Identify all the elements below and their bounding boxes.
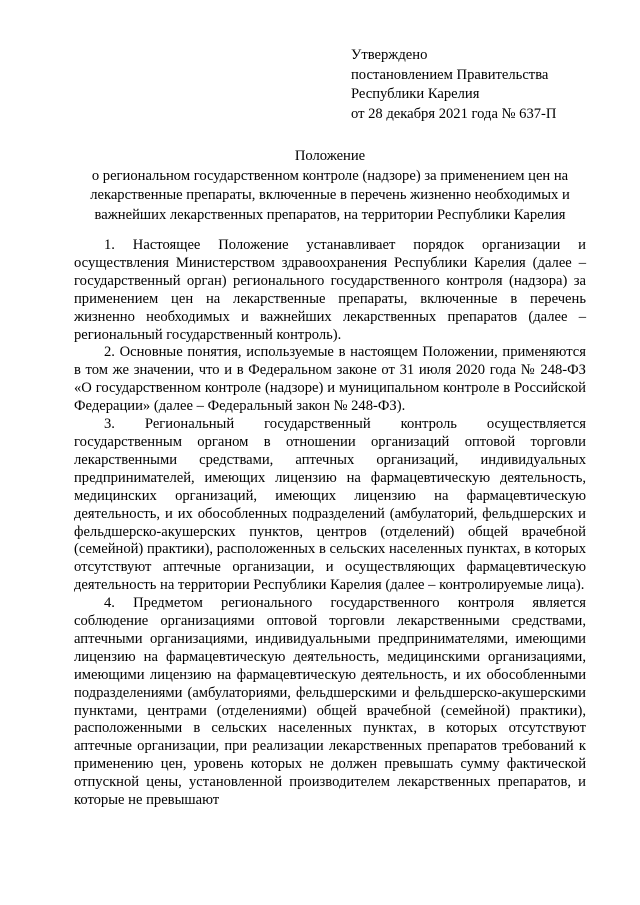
document-header: [74, 147, 586, 225]
paragraph-2: 2. Основные понятия, используемые в настоящем Положении, применяются в том же значении, что и в Федеральном законе от 31 июля 2020 года № 248-ФЗ «О государственном контроле (надзоре) и муниципальном контроле в Российской Федерации» (далее – Федеральный закон № 248-ФЗ).: [74, 344, 586, 415]
paragraph-4: 4. Предметом регионального государственного контроля является соблюдение организациями оптовой торговли лекарственными средствами, аптечными организациями, индивидуальными предпринимателями, имеющими лицензию на фармацевтическую деятельность, медицинскими организациями, имеющими лицензию на фармацевтическую деятельность, и их обособленными подразделениями (амбулаториями, фельдшерскими и фельдшерско-акушерскими пунктами, центрами (отделениями) общей врачебной (семейной) практики), расположенными в сельских населенных пунктах, в которых отсутствуют аптечные организации, при реализации лекарственных препаратов требований к применению цен, уровень которых не должен превышать сумму фактической отпускной цены, установленной производителем лекарственных препаратов, и которые не превышают: [74, 595, 586, 809]
approval-line: постановлением Правительства: [351, 66, 549, 83]
paragraph-3: 3. Региональный государственный контроль осуществляется государственным органом в отношении организаций оптовой торговли лекарственными средствами, аптечных организаций, индивидуальных предпринимателей, имеющих лицензию на фармацевтическую деятельность, медицинских организаций, имеющих лицензию на фармацевтическую деятельность, и их обособленных подразделений (амбулаторий, фельдшерских и фельдшерско-акушерских пунктов, центров (отделений) общей врачебной (семейной) практики), расположенных в сельских населенных пунктах, в которых отсутствуют аптечные организации, и осуществляющих фармацевтическую деятельность на территории Республики Карелия (далее – контролируемые лица).: [74, 416, 586, 594]
document-title: Положение: [294, 148, 366, 164]
approval-stamp: [351, 46, 556, 124]
document-body: [74, 237, 586, 810]
paragraph-1: 1. Настоящее Положение устанавливает порядок организации и осуществления Министерством здравоохранения Республики Карелия (далее – государственный орган) регионального государственного контроля (надзора) за применением цен на лекарственные препараты, включенные в перечень жизненно необходимых и важнейших лекарственных препаратов (далее – региональный государственный контроль).: [74, 237, 586, 343]
approval-line: от 28 декабря 2021 года № 637-П: [351, 105, 557, 122]
approval-line: Утверждено: [351, 47, 428, 63]
document-subtitle: о региональном государственном контроле (надзоре) за применением цен на лекарственные препараты, включенные в перечень жизненно необходимых и важнейших лекарственных препаратов, на территории Республики Карелия: [90, 167, 570, 223]
approval-line: Республики Карелия: [351, 86, 480, 102]
